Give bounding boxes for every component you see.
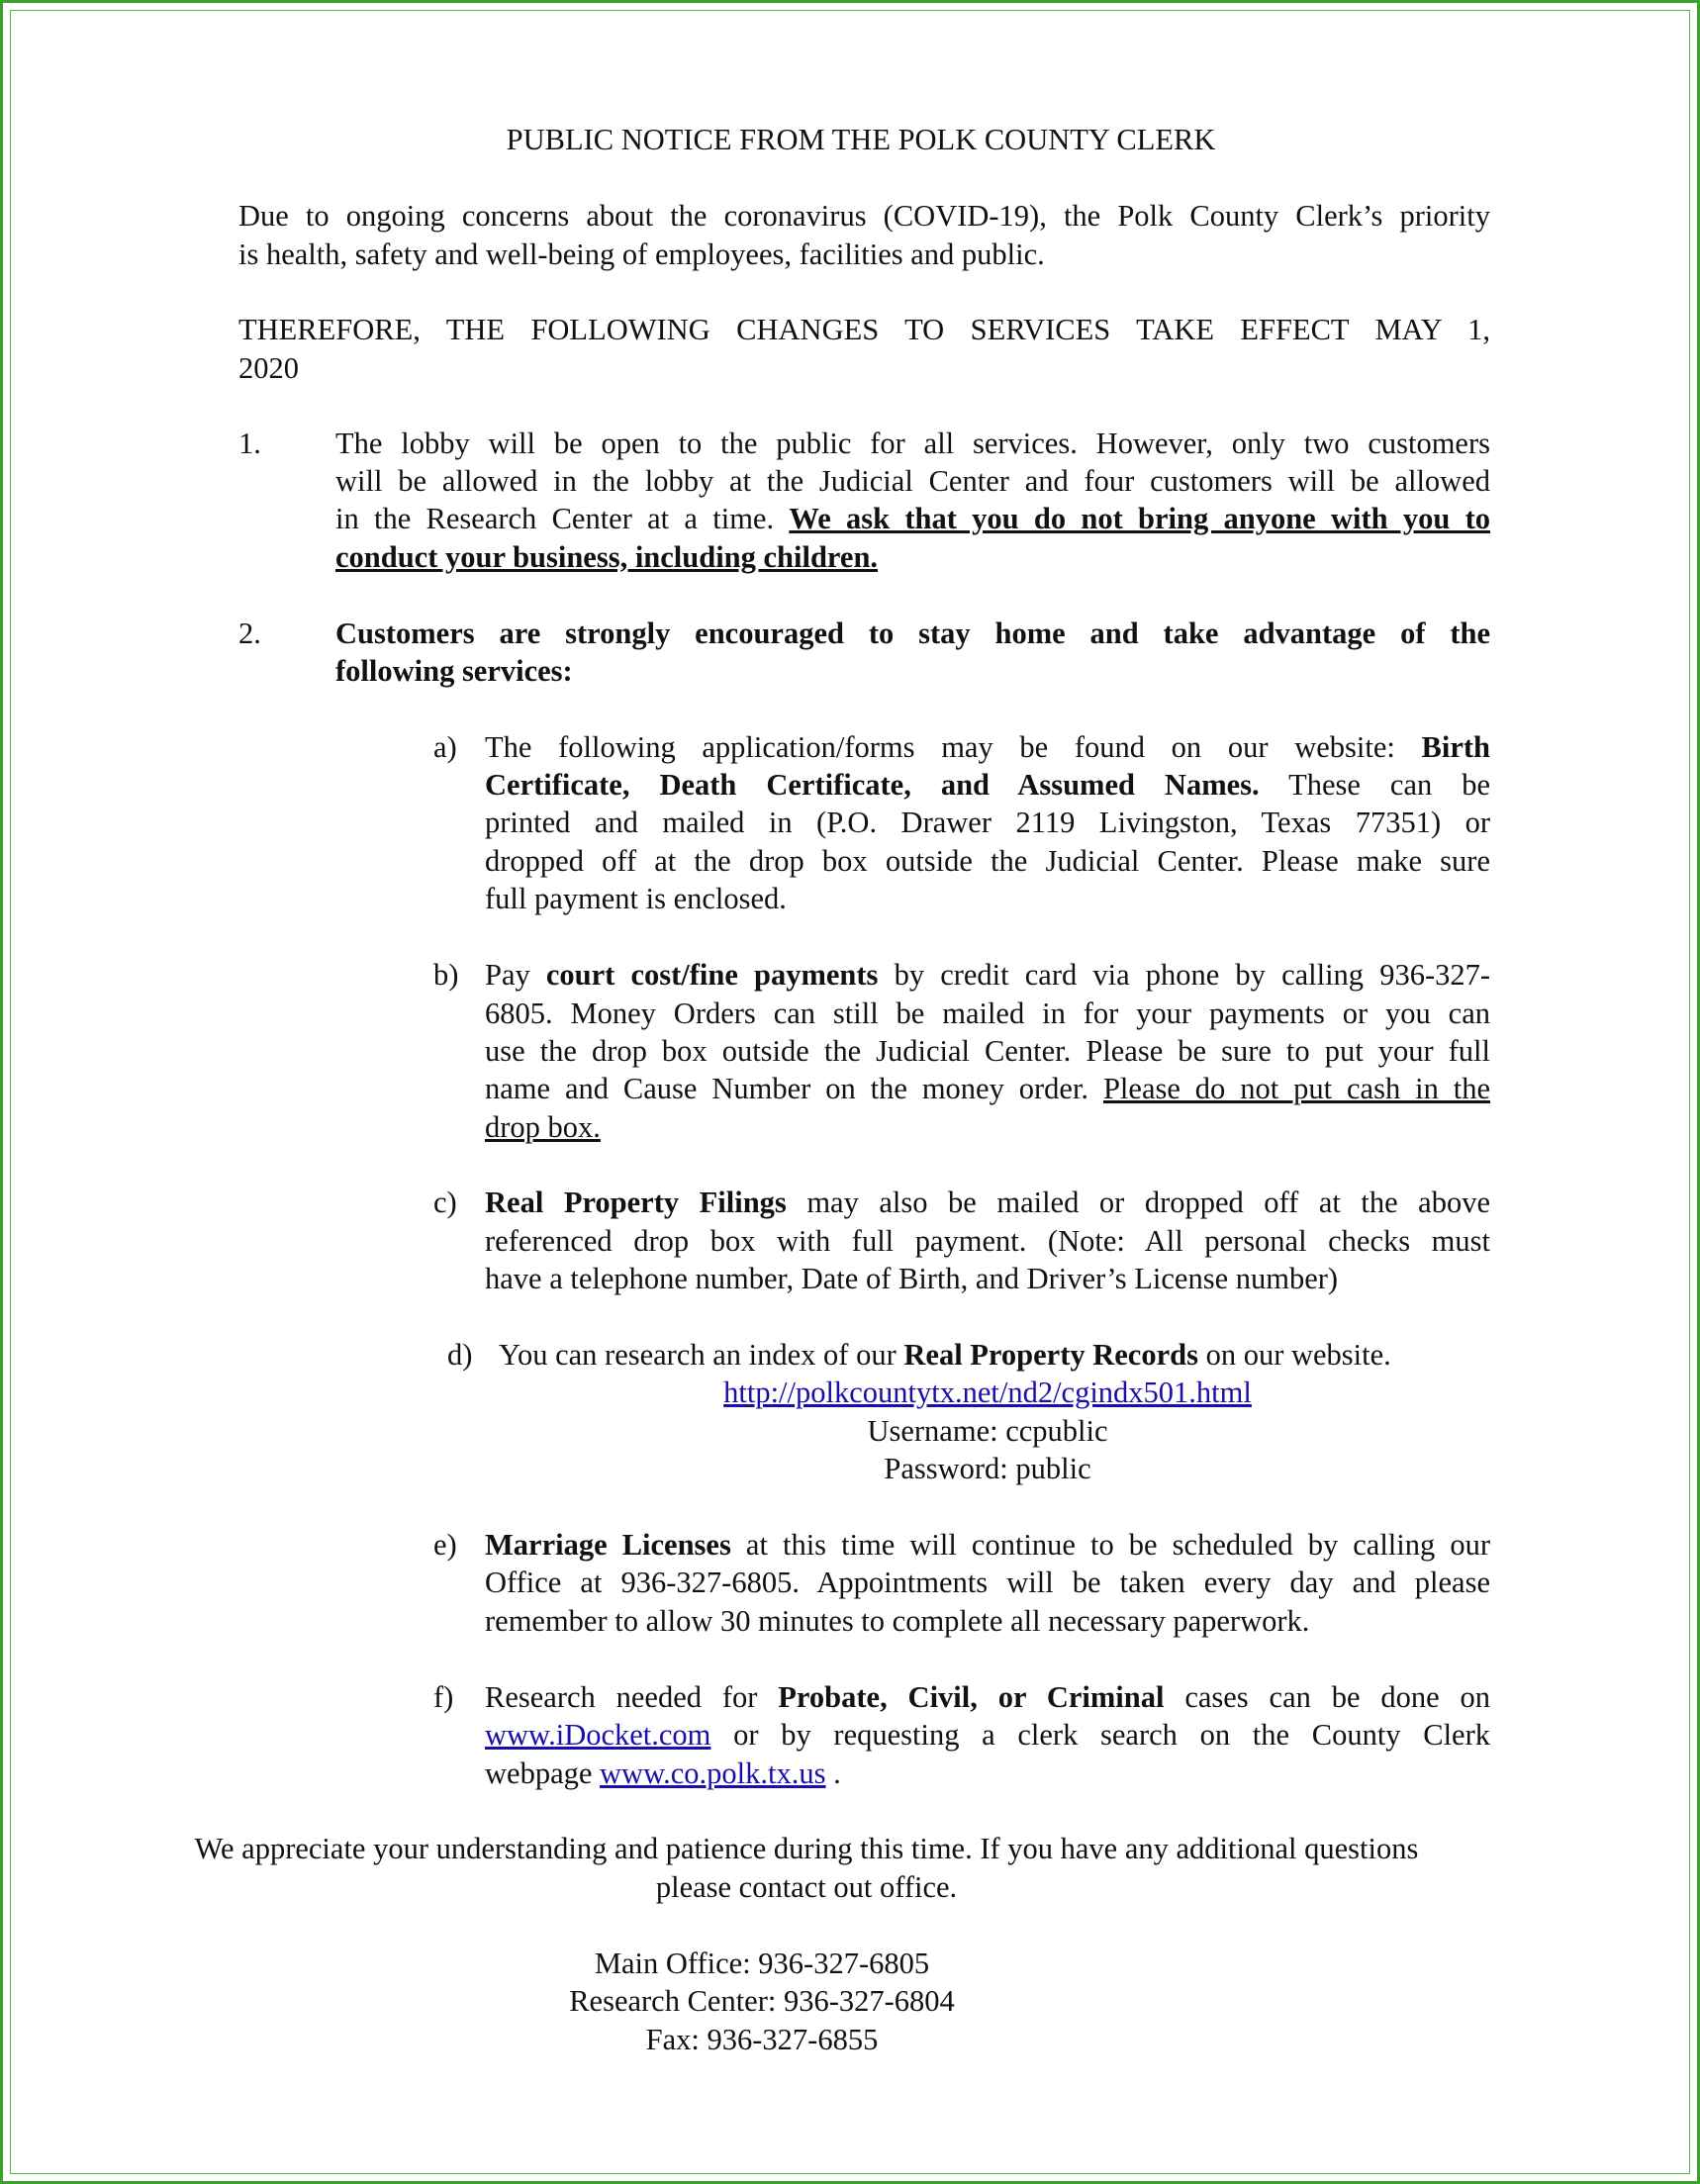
sub-e-line-1-text: at this time will continue to be scheduled by calling our <box>745 1528 1490 1562</box>
sub-f-line-3 <box>485 1755 841 1793</box>
sub-b-line-5 <box>485 1108 601 1147</box>
sub-c-line-1-text: may also be mailed or dropped off at the above <box>806 1186 1490 1219</box>
sub-f-line-3-text: webpage <box>485 1757 593 1790</box>
item-1-number: 1. <box>238 427 261 460</box>
sub-b-line-2: 6805. Money Orders can still be mailed in for your payments or you can <box>485 997 1490 1030</box>
sub-a-line-5: full payment is enclosed. <box>485 882 787 915</box>
notice-title: PUBLIC NOTICE FROM THE POLK COUNTY CLERK <box>506 123 1216 156</box>
sub-f-line-3-post: . <box>833 1757 841 1790</box>
sub-e-letter: e) <box>433 1528 457 1562</box>
sub-f-line-1 <box>485 1678 1490 1717</box>
sub-b-line-5-underline: drop box. <box>485 1110 601 1144</box>
sub-d-line-1-post: on our website. <box>1205 1338 1391 1372</box>
item-1-line-1: The lobby will be open to the public for all services. However, only two customers <box>335 427 1490 460</box>
sub-b-line-1-pre: Pay <box>485 958 530 992</box>
sub-c-line-3: have a telephone number, Date of Birth, and Driver’s License number) <box>485 1262 1339 1295</box>
closing-line-2: please contact out office. <box>655 1870 958 1904</box>
item-2-line-2-bold: following services: <box>335 654 573 688</box>
sub-b-line-1-bold: court cost/fine payments <box>545 958 879 992</box>
sub-d-password: Password: public <box>884 1452 1091 1485</box>
intro-line-1: Due to ongoing concerns about the coronavirus (COVID-19), the Polk County Clerk’s priority <box>238 199 1490 233</box>
therefore-line-2: 2020 <box>238 351 299 385</box>
sub-a-line-2 <box>485 766 1490 805</box>
sub-c-line-1-bold: Real Property Filings <box>485 1186 787 1219</box>
records-index-link[interactable]: http://polkcountytx.net/nd2/cgindx501.html <box>723 1376 1252 1409</box>
sub-a-line-3: printed and mailed in (P.O. Drawer 2119 Livingston, Texas 77351) or <box>485 806 1490 839</box>
item-1-line-4-bold: conduct your business, including children. <box>335 540 879 574</box>
sub-b-line-4 <box>485 1070 1490 1108</box>
county-webpage-link[interactable]: www.co.polk.tx.us <box>600 1757 826 1790</box>
therefore-line-1: THEREFORE, THE FOLLOWING CHANGES TO SERVICES TAKE EFFECT MAY 1, <box>238 313 1490 346</box>
sub-b-line-4-underline: Please do not put cash in the <box>1102 1072 1491 1105</box>
sub-a-line-1-text: The following application/forms may be found on our website: <box>485 730 1395 764</box>
sub-f-line-2 <box>485 1716 1490 1755</box>
sub-a-line-2-bold: Certificate, Death Certificate, and Assumed Names. <box>485 768 1260 802</box>
item-2-line-1-bold: Customers are strongly encouraged to stay home and take advantage of the <box>335 617 1490 650</box>
sub-a-line-4: dropped off at the drop box outside the Judicial Center. Please make sure <box>485 844 1490 878</box>
sub-f-line-1-post: cases can be done on <box>1184 1680 1491 1714</box>
idocket-link[interactable]: www.iDocket.com <box>485 1718 711 1752</box>
sub-b-line-3: use the drop box outside the Judicial Center. Please be sure to put your full <box>485 1034 1490 1068</box>
sub-f-letter: f) <box>433 1680 454 1714</box>
sub-d-username: Username: ccpublic <box>867 1414 1108 1448</box>
item-2-line-2 <box>335 652 573 691</box>
sub-b-line-1 <box>485 956 1490 995</box>
contact-research-center: Research Center: 936-327-6804 <box>569 1984 955 2018</box>
sub-d-link-line <box>485 1374 1490 1412</box>
sub-d-line-1 <box>499 1336 1391 1375</box>
intro-line-2: is health, safety and well-being of employees, facilities and public. <box>238 237 1045 271</box>
sub-b-line-1-post: by credit card via phone by calling 936-327- <box>894 958 1491 992</box>
item-1-line-2: will be allowed in the lobby at the Judicial Center and four customers will be allowed <box>335 464 1490 498</box>
sub-e-line-3: remember to allow 30 minutes to complete all necessary paperwork. <box>485 1604 1310 1638</box>
sub-f-line-2-text: or by requesting a clerk search on the County Clerk <box>733 1718 1491 1752</box>
sub-f-line-1-bold: Probate, Civil, or Criminal <box>778 1680 1165 1714</box>
sub-c-line-1 <box>485 1184 1490 1222</box>
sub-a-line-2-text: These can be <box>1288 768 1491 802</box>
sub-d-letter: d) <box>447 1338 473 1372</box>
contact-fax: Fax: 936-327-6855 <box>645 2023 879 2056</box>
closing-line-1: We appreciate your understanding and patience during this time. If you have any additional questions <box>194 1832 1419 1865</box>
item-2-number: 2. <box>238 617 261 650</box>
sub-f-line-1-text: Research needed for <box>485 1680 758 1714</box>
sub-c-letter: c) <box>433 1186 457 1219</box>
sub-e-line-1 <box>485 1526 1490 1565</box>
item-1-line-3-text: in the Research Center at a time. <box>335 502 775 535</box>
sub-d-line-1-text: You can research an index of our <box>499 1338 897 1372</box>
sub-d-line-1-bold: Real Property Records <box>903 1338 1198 1372</box>
item-2-line-1 <box>335 615 1490 653</box>
item-1-line-3-bold: We ask that you do not bring anyone with you to <box>789 502 1491 535</box>
sub-c-line-2: referenced drop box with full payment. (Note: All personal checks must <box>485 1224 1490 1258</box>
sub-a-line-1 <box>485 728 1490 767</box>
sub-a-line-1-bold: Birth <box>1421 730 1491 764</box>
sub-b-line-4-text: name and Cause Number on the money order. <box>485 1072 1089 1105</box>
sub-e-line-1-bold: Marriage Licenses <box>485 1528 731 1562</box>
item-1-line-3 <box>335 500 1490 538</box>
sub-a-letter: a) <box>433 730 457 764</box>
contact-main-office: Main Office: 936-327-6805 <box>594 1947 930 1980</box>
sub-b-letter: b) <box>433 958 459 992</box>
sub-e-line-2: Office at 936-327-6805. Appointments will be taken every day and please <box>485 1566 1490 1599</box>
item-1-line-4 <box>335 538 878 577</box>
